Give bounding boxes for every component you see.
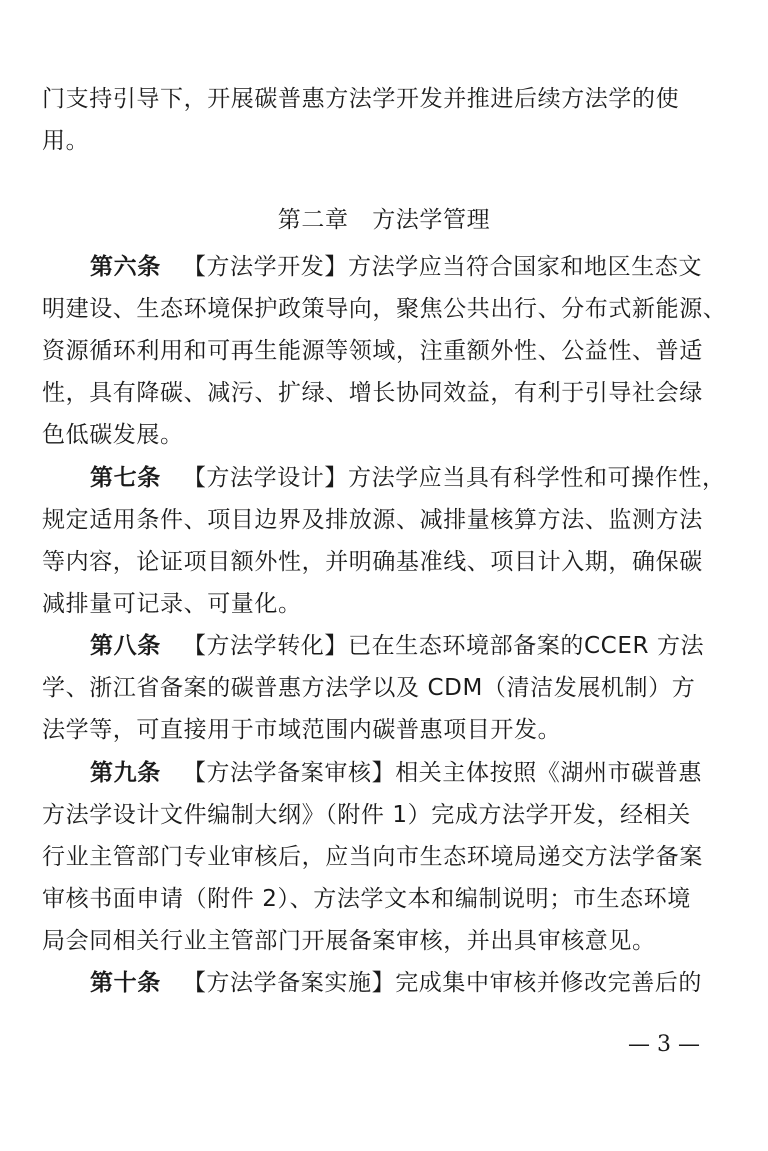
article-text: 【方法学开发】方法学应当符合国家和地区生态文 [182, 254, 703, 280]
paragraph-line: 局会同相关行业主管部门开展备案审核，并出具审核意见。 [42, 928, 656, 954]
article-first-line [90, 252, 702, 282]
paragraph-line: 行业主管部门专业审核后，应当向市生态环境局递交方法学备案 [42, 844, 703, 870]
article-first-line [90, 631, 704, 661]
article-text: 【方法学转化】已在生态环境部备案的CCER 方法 [182, 633, 705, 659]
article-first-line [90, 968, 702, 998]
paragraph-line: 等内容，论证项目额外性，并明确基准线、项目计入期，确保碳 [42, 549, 703, 575]
paragraph-line: 门支持引导下，开展碳普惠方法学开发并推进后续方法学的使 [42, 86, 680, 112]
paragraph-line: 用。 [42, 128, 90, 154]
paragraph-line: 性，具有降碳、减污、扩绿、增长协同效益，有利于引导社会绿 [42, 380, 703, 406]
article-text: 【方法学备案审核】相关主体按照《湖州市碳普惠 [182, 760, 703, 786]
paragraph-line: 方法学设计文件编制大纲》（附件 1）完成方法学开发，经相关 [42, 802, 691, 828]
paragraph-line: 减排量可记录、可量化。 [42, 591, 302, 617]
article-label: 第八条 [90, 633, 161, 659]
article-text: 【方法学设计】方法学应当具有科学性和可操作性， [182, 465, 726, 491]
paragraph-line: 色低碳发展。 [42, 422, 184, 448]
article-first-line [90, 463, 726, 493]
article-text: 【方法学备案实施】完成集中审核并修改完善后的 [182, 970, 703, 996]
chapter-title: 第二章 方法学管理 [277, 207, 491, 233]
paragraph-line: 明建设、生态环境保护政策导向，聚焦公共出行、分布式新能源、 [42, 296, 727, 322]
paragraph-line: 资源循环利用和可再生能源等领域，注重额外性、公益性、普适 [42, 338, 703, 364]
article-first-line [90, 758, 702, 788]
paragraph-line: 审核书面申请（附件 2）、方法学文本和编制说明；市生态环境 [42, 886, 691, 912]
article-label: 第九条 [90, 760, 161, 786]
paragraph-line: 学、浙江省备案的碳普惠方法学以及 CDM（清洁发展机制）方 [42, 675, 696, 701]
paragraph-line: 法学等，可直接用于市域范围内碳普惠项目开发。 [42, 717, 562, 743]
page-number: — 3 — [628, 1032, 700, 1057]
article-label: 第十条 [90, 970, 161, 996]
paragraph-line: 规定适用条件、项目边界及排放源、减排量核算方法、监测方法 [42, 507, 703, 533]
article-label: 第六条 [90, 254, 161, 280]
article-label: 第七条 [90, 465, 161, 491]
